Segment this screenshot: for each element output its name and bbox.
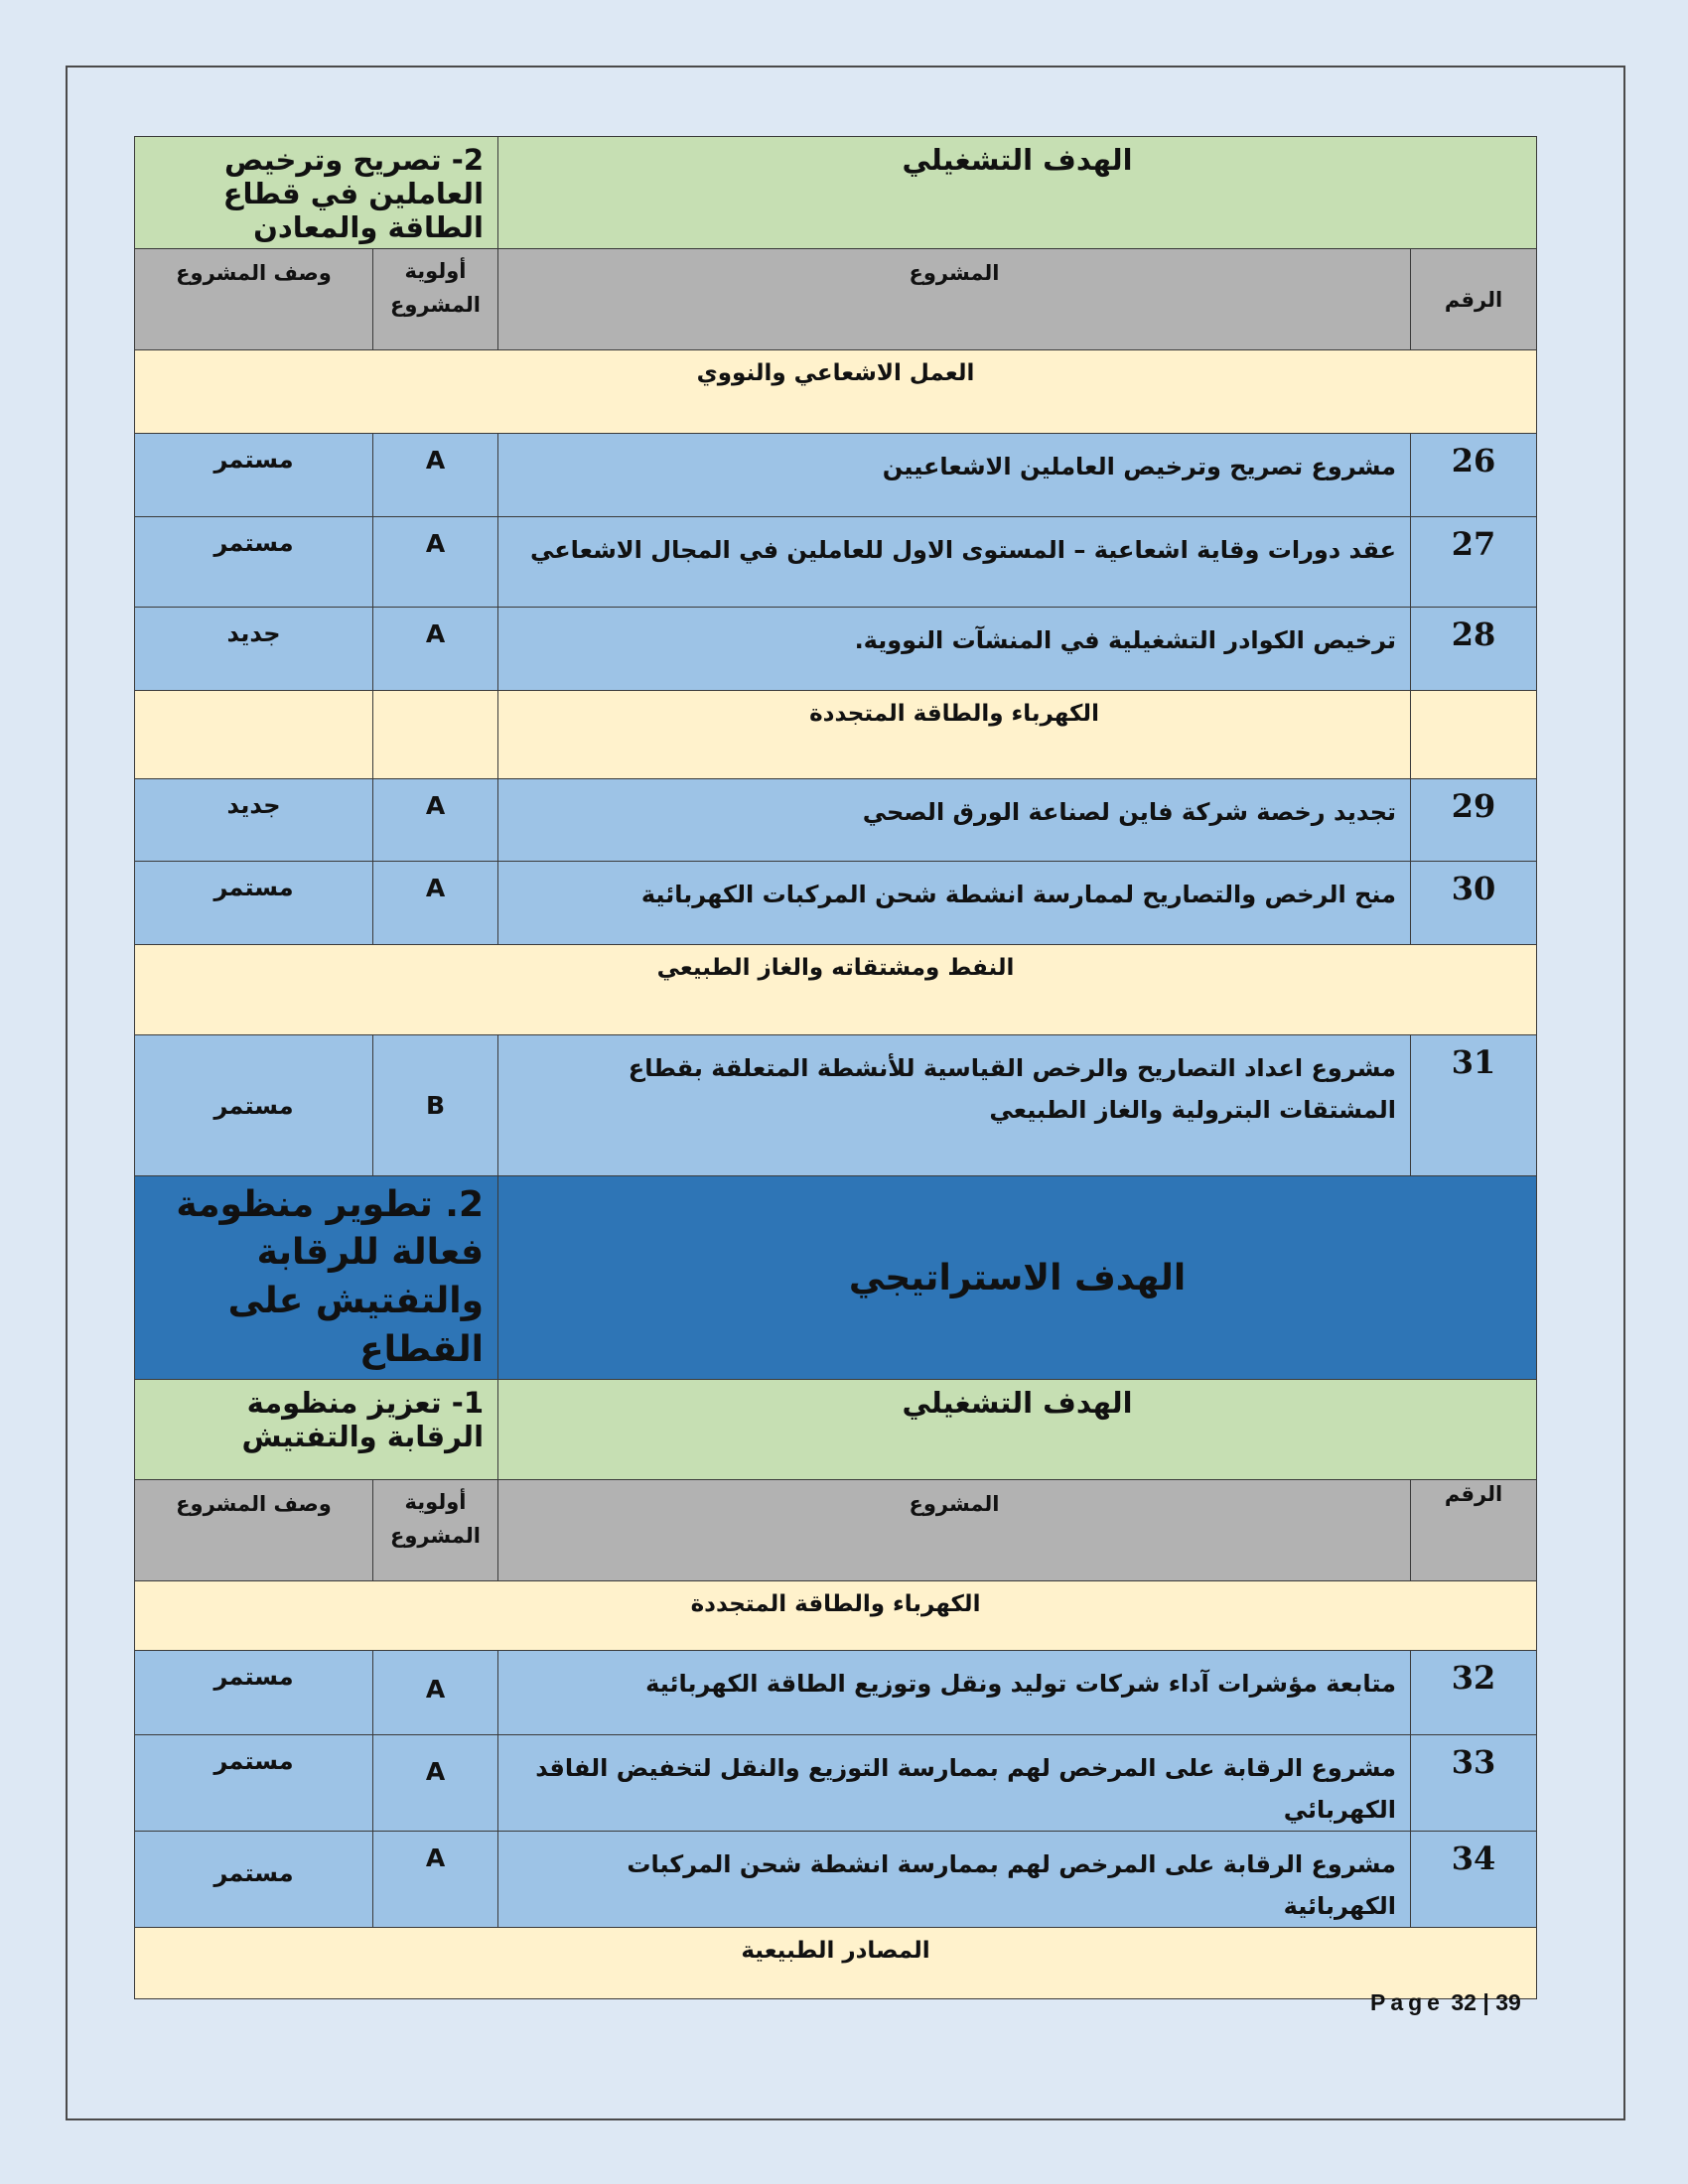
page-separator: | — [1482, 1989, 1489, 2015]
table-row — [135, 1035, 1537, 1176]
section-title: الكهرباء والطاقة المتجددة — [135, 1581, 1537, 1651]
section-row — [135, 1581, 1537, 1651]
header-project: المشروع — [498, 1480, 1411, 1581]
row-project: مشروع الرقابة على المرخص لهم بممارسة التوزيع والنقل لتخفيض الفاقد الكهربائي — [498, 1735, 1411, 1832]
operational-goal-label: الهدف التشغيلي — [498, 137, 1537, 249]
row-number: 28 — [1411, 608, 1537, 691]
row-description: مستمر — [135, 517, 373, 608]
operational-goal-row — [135, 1380, 1537, 1480]
row-number: 29 — [1411, 779, 1537, 862]
row-description: مستمر — [135, 1832, 373, 1928]
page-number: 32 — [1451, 1989, 1477, 2015]
row-description: جديد — [135, 608, 373, 691]
row-number: 34 — [1411, 1832, 1537, 1928]
row-project: مشروع الرقابة على المرخص لهم بممارسة انشطة شحن المركبات الكهربائية — [498, 1832, 1411, 1928]
section-row — [135, 1928, 1537, 1999]
row-priority: A — [373, 517, 498, 608]
header-priority: أولوية المشروع — [373, 1480, 498, 1581]
row-project: منح الرخص والتصاريح لممارسة انشطة شحن المركبات الكهربائية — [498, 862, 1411, 945]
header-description: وصف المشروع — [135, 1480, 373, 1581]
page-total: 39 — [1495, 1989, 1521, 2015]
row-description: مستمر — [135, 1035, 373, 1176]
header-num: الرقم — [1411, 249, 1537, 350]
section-row — [135, 691, 1537, 779]
page-footer — [1370, 1989, 1521, 2016]
table-row — [135, 1735, 1537, 1832]
operational-goal-value: 1- تعزيز منظومة الرقابة والتفتيش — [135, 1380, 498, 1480]
operational-goal-label: الهدف التشغيلي — [498, 1380, 1537, 1480]
row-number: 32 — [1411, 1651, 1537, 1735]
row-project: ترخيص الكوادر التشغيلية في المنشآت النووية. — [498, 608, 1411, 691]
row-priority: A — [373, 608, 498, 691]
row-project: تجديد رخصة شركة فاين لصناعة الورق الصحي — [498, 779, 1411, 862]
page-label: Page — [1370, 1989, 1445, 2015]
row-priority: A — [373, 862, 498, 945]
strategic-goal-label: الهدف الاستراتيجي — [498, 1176, 1537, 1380]
section-title: العمل الاشعاعي والنووي — [135, 350, 1537, 434]
row-description: مستمر — [135, 1651, 373, 1735]
section-row — [135, 945, 1537, 1035]
table-row — [135, 1651, 1537, 1735]
header-priority: أولوية المشروع — [373, 249, 498, 350]
table-row — [135, 1832, 1537, 1928]
row-project: مشروع تصريح وترخيص العاملين الاشعاعيين — [498, 434, 1411, 517]
section-blank-cell — [1411, 691, 1537, 779]
table-row — [135, 434, 1537, 517]
row-description: مستمر — [135, 862, 373, 945]
row-project: متابعة مؤشرات آداء شركات توليد ونقل وتوزيع الطاقة الكهربائية — [498, 1651, 1411, 1735]
row-priority: A — [373, 779, 498, 862]
strategic-goal-row — [135, 1176, 1537, 1380]
header-num: الرقم — [1411, 1480, 1537, 1581]
row-priority: A — [373, 1832, 498, 1928]
row-description: جديد — [135, 779, 373, 862]
row-priority: A — [373, 1651, 498, 1735]
table-row — [135, 779, 1537, 862]
section-title: المصادر الطبيعية — [135, 1928, 1537, 1999]
header-project: المشروع — [498, 249, 1411, 350]
section-blank-cell — [135, 691, 373, 779]
row-priority: B — [373, 1035, 498, 1176]
section-blank-cell — [373, 691, 498, 779]
row-number: 31 — [1411, 1035, 1537, 1176]
operational-goal-row — [135, 137, 1537, 249]
row-priority: A — [373, 1735, 498, 1832]
row-number: 27 — [1411, 517, 1537, 608]
operational-goal-value: 2- تصريح وترخيص العاملين في قطاع الطاقة والمعادن — [135, 137, 498, 249]
row-description: مستمر — [135, 1735, 373, 1832]
section-row — [135, 350, 1537, 434]
row-priority: A — [373, 434, 498, 517]
table-header-row — [135, 1480, 1537, 1581]
projects-table — [134, 136, 1537, 1999]
row-description: مستمر — [135, 434, 373, 517]
row-number: 30 — [1411, 862, 1537, 945]
table-row — [135, 517, 1537, 608]
header-description: وصف المشروع — [135, 249, 373, 350]
section-title: الكهرباء والطاقة المتجددة — [498, 691, 1411, 779]
section-title: النفط ومشتقاته والغاز الطبيعي — [135, 945, 1537, 1035]
row-project: عقد دورات وقاية اشعاعية – المستوى الاول للعاملين في المجال الاشعاعي — [498, 517, 1411, 608]
row-number: 33 — [1411, 1735, 1537, 1832]
table-row — [135, 608, 1537, 691]
strategic-goal-value: 2. تطوير منظومة فعالة للرقابة والتفتيش على القطاع — [135, 1176, 498, 1380]
table-header-row — [135, 249, 1537, 350]
table-row — [135, 862, 1537, 945]
row-project: مشروع اعداد التصاريح والرخص القياسية للأنشطة المتعلقة بقطاع المشتقات البترولية والغاز الطبيعي — [498, 1035, 1411, 1176]
row-number: 26 — [1411, 434, 1537, 517]
